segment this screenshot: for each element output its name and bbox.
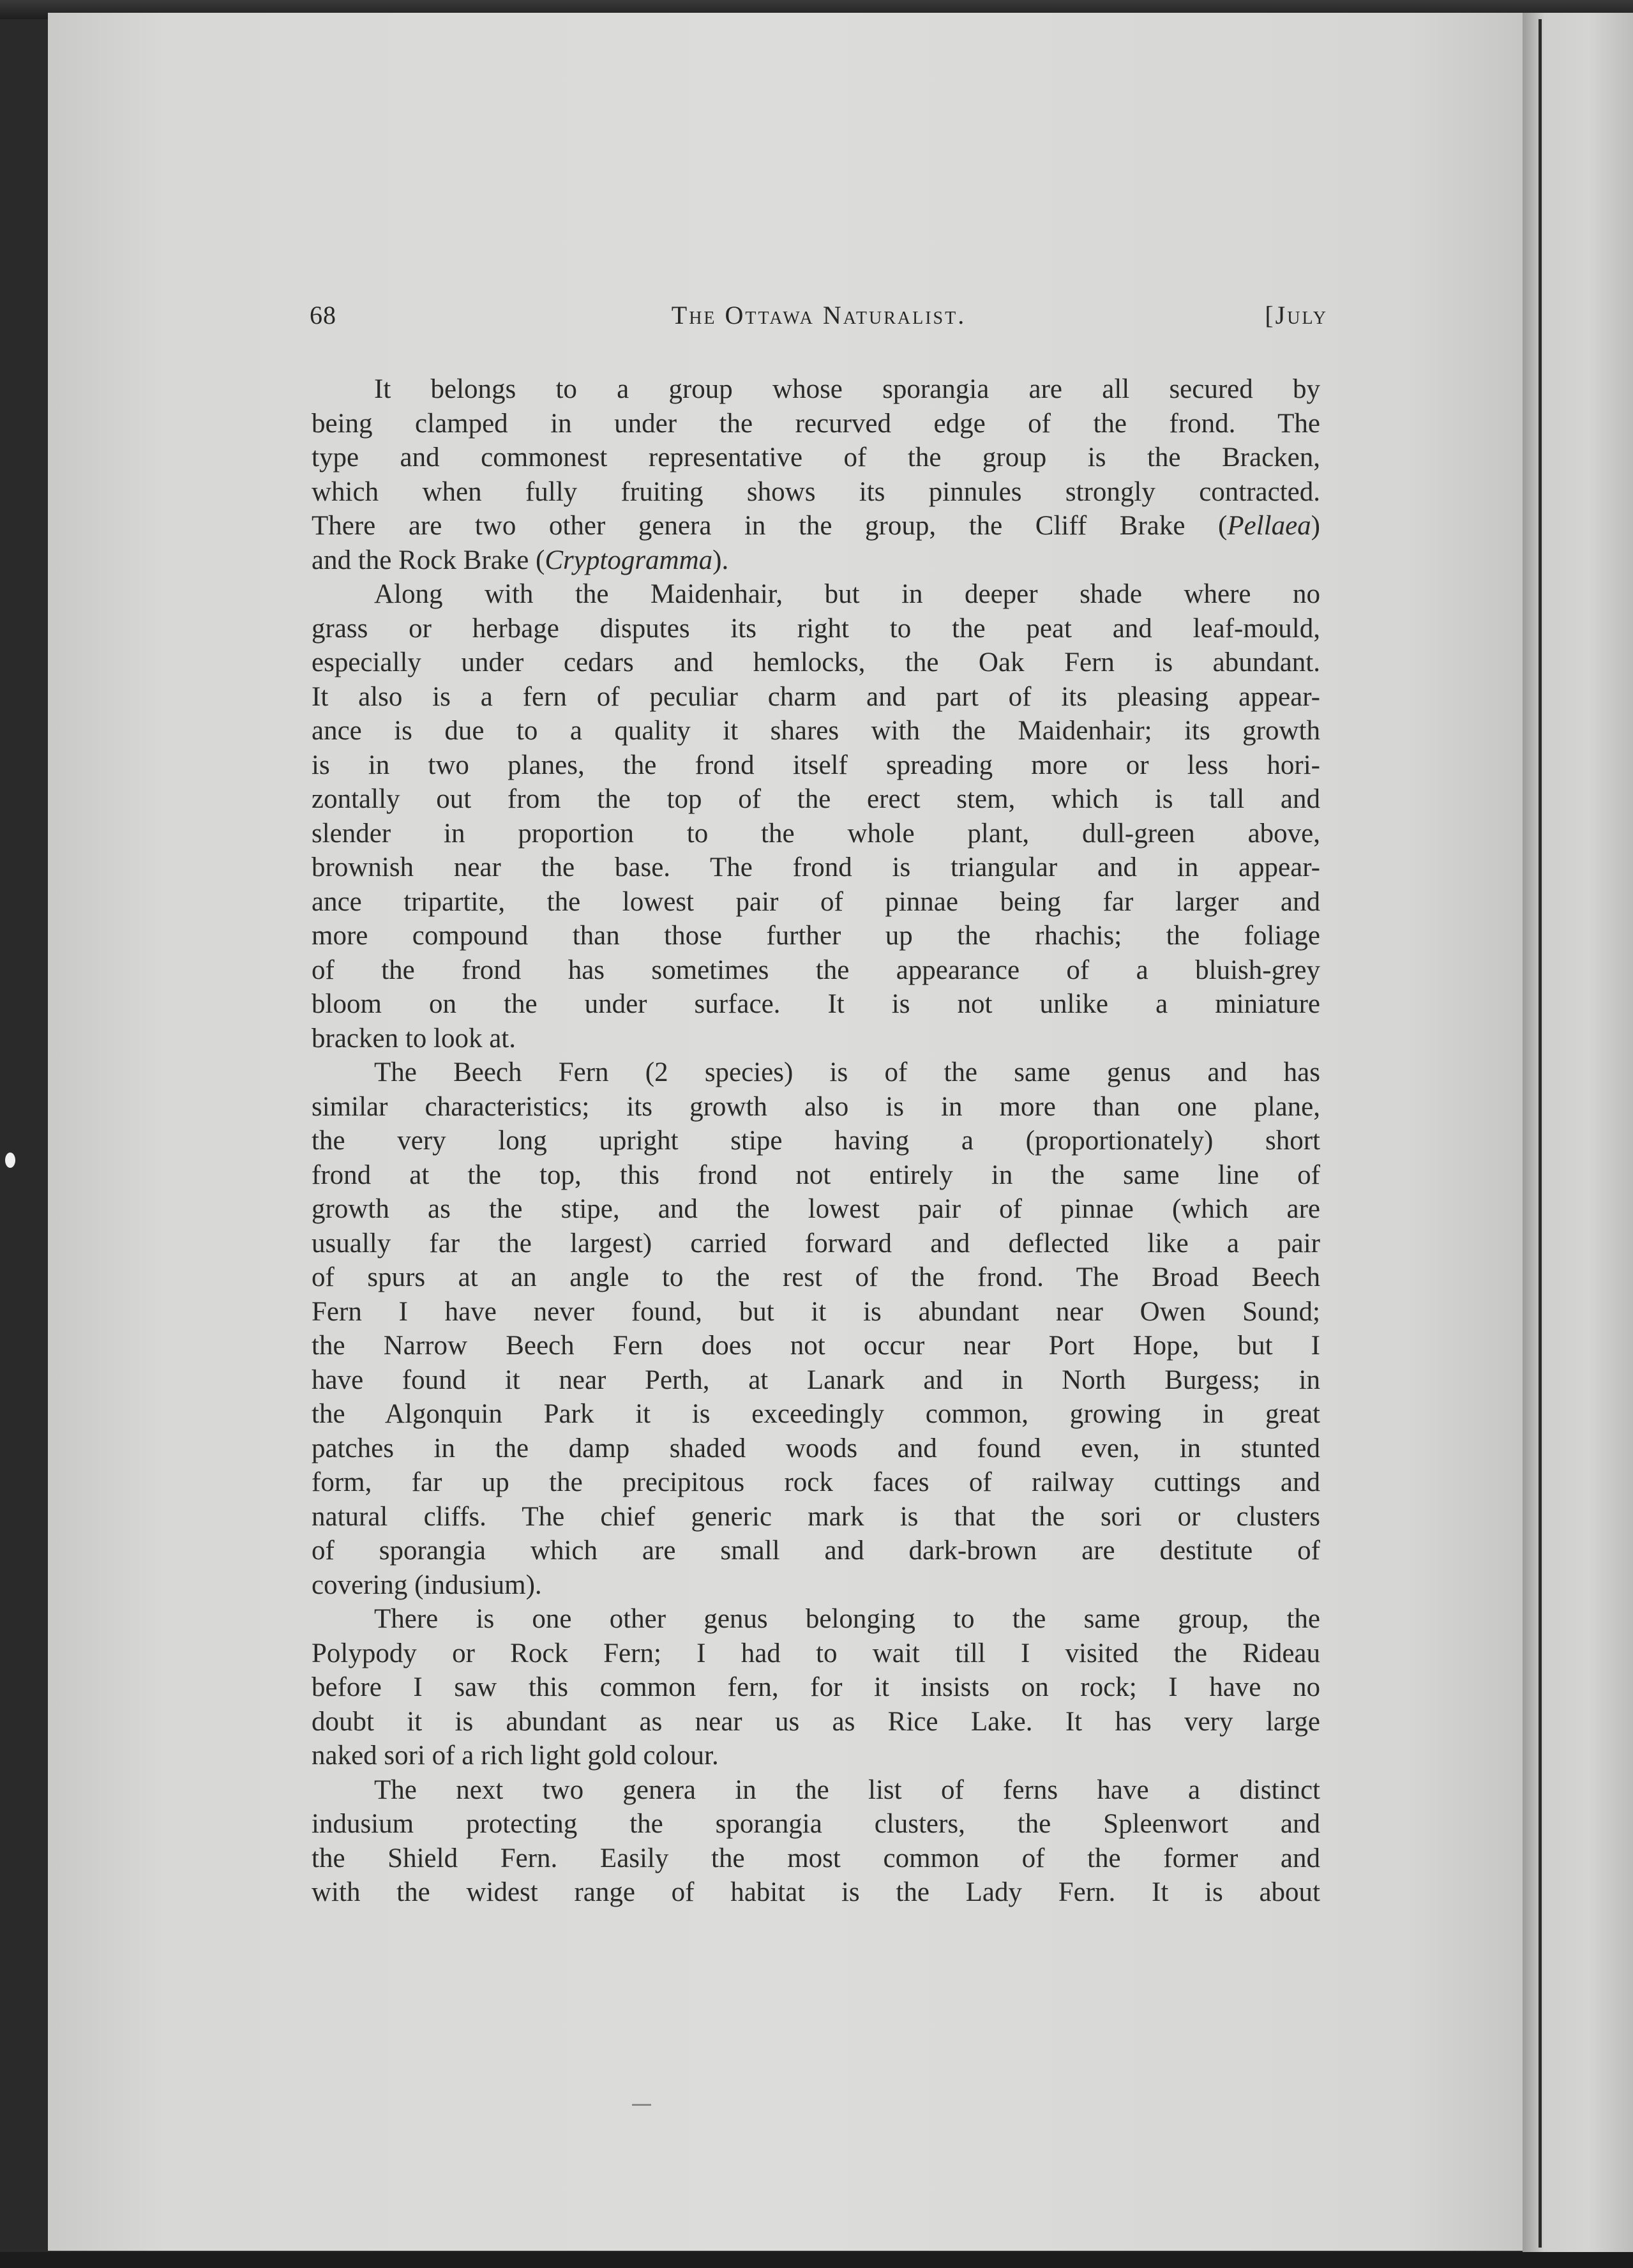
text-line: the Shield Fern. Easily the most common of the former and bbox=[312, 1843, 1320, 1873]
text-line: usually far the largest) carried forward and deflected like a pair bbox=[312, 1228, 1320, 1259]
text-line: growth as the stipe, and the lowest pair of pinnae (which are bbox=[312, 1194, 1320, 1224]
journal-title: The Ottawa Naturalist. bbox=[671, 301, 967, 329]
text-line: natural cliffs. The chief generic mark is that the sori or clusters bbox=[312, 1501, 1320, 1532]
text-line: doubt it is abundant as near us as Rice Lake. It has very large bbox=[312, 1706, 1320, 1737]
text-line: the very long upright stipe having a (proportionately) short bbox=[312, 1126, 1320, 1156]
text-line: grass or herbage disputes its right to the peat and leaf-mould, bbox=[312, 613, 1320, 644]
text-line: of sporangia which are small and dark-brown are destitute of bbox=[312, 1536, 1320, 1566]
text-line: is in two planes, the frond itself spreading more or less hori- bbox=[312, 750, 1320, 780]
spine-fold-line bbox=[1539, 19, 1542, 2248]
text-line: the Algonquin Park it is exceedingly common, growing in great bbox=[312, 1399, 1320, 1429]
text-line: and the Rock Brake (Cryptogramma). bbox=[312, 545, 729, 575]
text-line: of the frond has sometimes the appearance of a bluish-grey bbox=[312, 955, 1320, 985]
text-line: indusium protecting the sporangia clusters, the Spleenwort and bbox=[312, 1809, 1320, 1839]
text-line: frond at the top, this frond not entirely in the same line of bbox=[312, 1160, 1320, 1190]
text-line: bracken to look at. bbox=[312, 1023, 516, 1054]
text-line: ance is due to a quality it shares with the Maidenhair; its growth bbox=[312, 716, 1320, 746]
text-line: which when fully fruiting shows its pinnules strongly contracted. bbox=[312, 476, 1320, 507]
text-line: type and commonest representative of the group is the Bracken, bbox=[312, 442, 1320, 472]
text-line: have found it near Perth, at Lanark and in North Burgess; in bbox=[312, 1365, 1320, 1395]
text-line: zontally out from the top of the erect stem, which is tall and bbox=[312, 784, 1320, 814]
text-line: with the widest range of habitat is the Lady Fern. It is about bbox=[312, 1877, 1320, 1907]
text-line: Fern I have never found, but it is abundant near Owen Sound; bbox=[312, 1296, 1320, 1327]
text-line: covering (indusium). bbox=[312, 1569, 542, 1600]
text-line: Along with the Maidenhair, but in deeper shade where no bbox=[374, 579, 1320, 609]
text-line: Polypody or Rock Fern; I had to wait till I visited the Rideau bbox=[312, 1638, 1320, 1668]
issue-month: [July bbox=[1265, 301, 1328, 329]
text-line: more compound than those further up the rhachis; the foliage bbox=[312, 921, 1320, 951]
text-line: brownish near the base. The frond is triangular and in appear- bbox=[312, 852, 1320, 882]
text-line: It also is a fern of peculiar charm and part of its pleasing appear- bbox=[312, 681, 1320, 712]
text-line: slender in proportion to the whole plant, dull-green above, bbox=[312, 818, 1320, 849]
text-line: form, far up the precipitous rock faces of railway cuttings and bbox=[312, 1467, 1320, 1497]
page-smudge bbox=[632, 2104, 651, 2106]
text-line: The next two genera in the list of ferns have a distinct bbox=[374, 1774, 1320, 1805]
genus-name: Pellaea bbox=[1227, 511, 1311, 541]
text-line: It belongs to a group whose sporangia are all secured by bbox=[374, 374, 1320, 404]
running-header bbox=[310, 300, 1328, 338]
text-line: The Beech Fern (2 species) is of the same genus and has bbox=[374, 1057, 1320, 1087]
text-line: naked sori of a rich light gold colour. bbox=[312, 1741, 719, 1771]
text-line: patches in the damp shaded woods and found even, in stunted bbox=[312, 1433, 1320, 1463]
text-line: ance tripartite, the lowest pair of pinnae being far larger and bbox=[312, 886, 1320, 917]
page-number: 68 bbox=[310, 301, 336, 329]
text-line: before I saw this common fern, for it insists on rock; I have no bbox=[312, 1672, 1320, 1702]
text-line: being clamped in under the recurved edge of the frond. The bbox=[312, 408, 1320, 439]
text-line: bloom on the under surface. It is not unlike a miniature bbox=[312, 989, 1320, 1019]
text-line: There is one other genus belonging to the same group, the bbox=[374, 1604, 1320, 1634]
text-line: There are two other genera in the group, the Cliff Brake (Pellaea) bbox=[312, 511, 1320, 541]
scan-speck bbox=[5, 1153, 15, 1168]
text-line: of spurs at an angle to the rest of the frond. The Broad Beech bbox=[312, 1262, 1320, 1292]
text-line: the Narrow Beech Fern does not occur near Port Hope, but I bbox=[312, 1331, 1320, 1361]
article-body bbox=[312, 372, 1320, 1910]
text-line: especially under cedars and hemlocks, the Oak Fern is abundant. bbox=[312, 647, 1320, 677]
text-line: similar characteristics; its growth also is in more than one plane, bbox=[312, 1091, 1320, 1122]
genus-name: Cryptogramma bbox=[545, 545, 713, 575]
scan-bottom-edge bbox=[0, 2252, 1633, 2268]
